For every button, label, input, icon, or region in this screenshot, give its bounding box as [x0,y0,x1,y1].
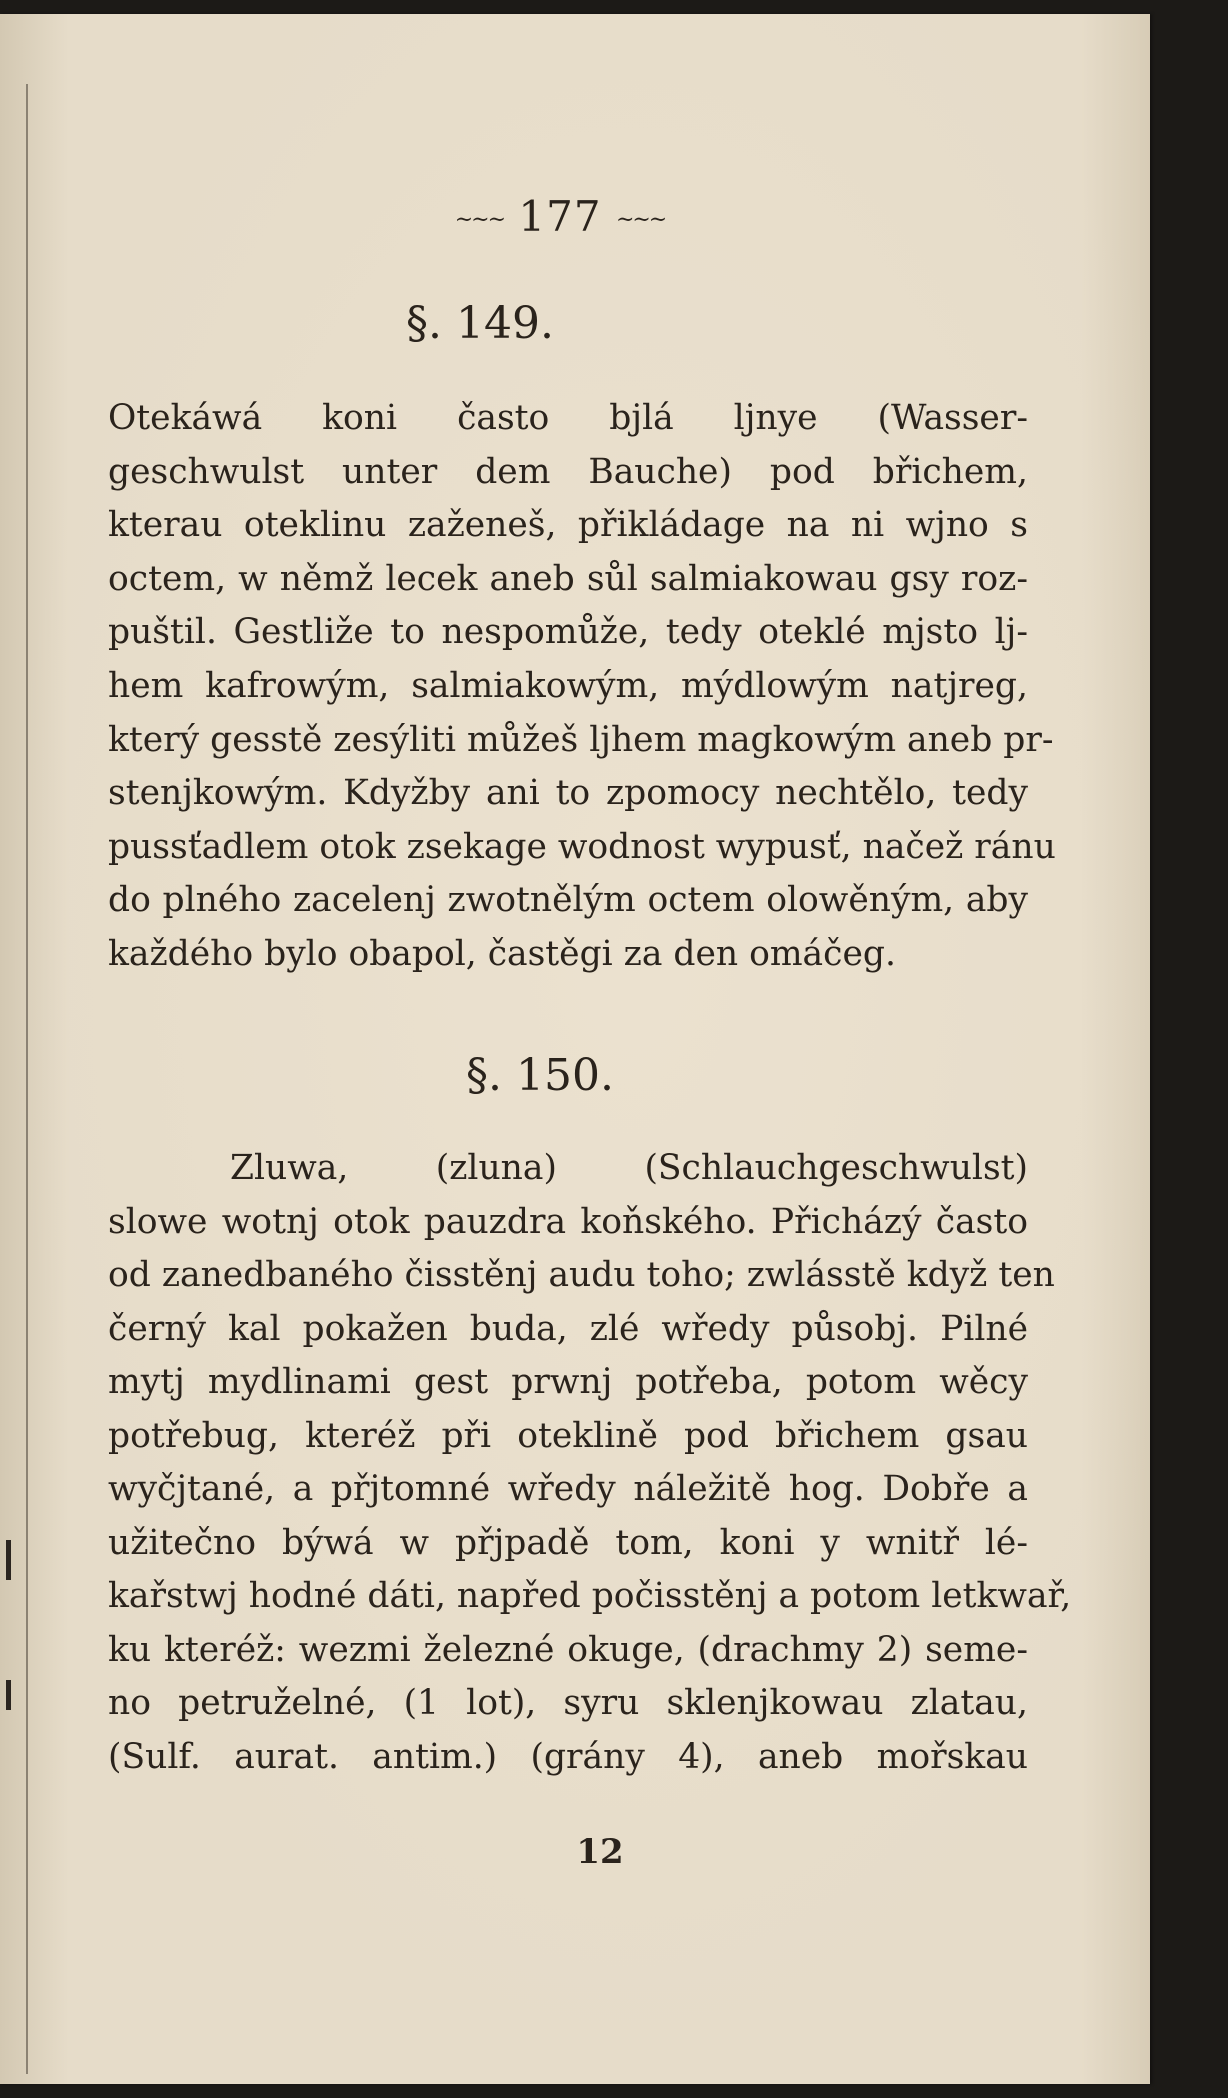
text-line: do plného zacelenj zwotnělým octem olowěným, aby [108,880,1028,921]
page-header [420,192,700,241]
section-heading-149: §. 149. [406,298,554,349]
text-line: slowe wotnj otok pauzdra koňského. Přicházý často [108,1201,1028,1242]
page-edge-mark [6,1680,11,1710]
text-line: potřebug, kteréž při oteklině pod břichem gsau [108,1415,1028,1456]
section-heading-150: §. 150. [466,1050,614,1101]
text-line: kařstwj hodné dáti, napřed počisstěnj a potom letkwař, [108,1576,1072,1616]
text-line: wyčjtané, a přjtomné wředy náležitě hog. Dobře a [108,1469,1028,1509]
text-line: ku kteréž: wezmi železné okuge, (drachmy 2) seme- [108,1629,1028,1670]
text-line: octem, w němž lecek aneb sůl salmiakowau gsy roz- [108,558,1028,599]
text-line: užitečno býwá w přjpadě tom, koni y wnitř lé- [108,1522,1028,1563]
text-line: černý kal pokažen buda, zlé wředy působj. Pilné [108,1308,1028,1349]
header-flourish-right: ~~~ [615,207,666,233]
text-line: Zluwa, (zluna) (Schlauchgeschwulst) [230,1148,1028,1188]
text-line: no petruželné, (1 lot), syru sklenjkowau zlatau, [108,1683,1028,1723]
text-line: mytj mydlinami gest prwnj potřeba, potom wěcy [108,1362,1028,1402]
signature-mark: 12 [576,1832,624,1872]
page-edge-mark [6,1540,11,1580]
text-line: (Sulf. aurat. antim.) (grány 4), aneb mořskau [108,1736,1028,1777]
text-line: stenjkowým. Kdyžby ani to zpomocy nechtělo, tedy [108,773,1028,814]
text-line: každého bylo obapol, častěgi za den omáčeg. [108,934,896,974]
text-line: Otekáwá koni často bjlá ljnye (Wasser- [108,398,1028,438]
text-line: od zanedbaného čisstěnj audu toho; zwlásstě když ten [108,1255,1055,1295]
text-line: geschwulst unter dem Bauche) pod břichem, [108,451,1028,492]
text-line: pussťadlem otok zsekage wodnost wypusť, načež ránu [108,826,1056,867]
page-number: 177 [518,192,602,241]
text-line: kterau oteklinu zaženeš, přikládage na ni wjno s [108,505,1028,546]
text-line: který gesstě zesýliti můžeš ljhem magkowým aneb pr- [108,719,1054,760]
header-flourish-left: ~~~ [454,207,505,233]
text-line: hem kafrowým, salmiakowým, mýdlowým natjreg, [108,666,1028,706]
gutter-line [26,84,28,2074]
text-line: puštil. Gestliže to nespomůže, tedy oteklé mjsto lj- [108,612,1028,653]
